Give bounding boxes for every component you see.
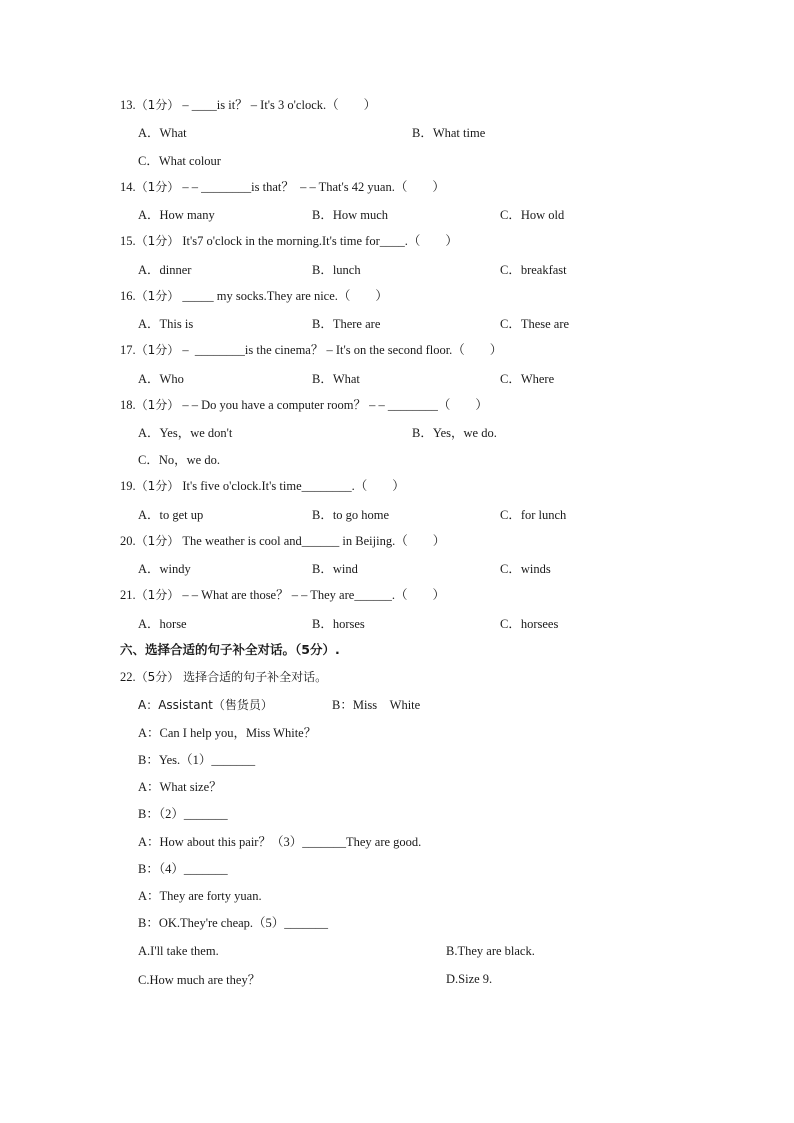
choice-a[interactable]: A.I'll take them. xyxy=(138,944,219,958)
section-heading: 六、选择合适的句子补全对话。（5分）. xyxy=(120,642,340,657)
choice-d[interactable]: D.Size 9. xyxy=(446,972,493,986)
option-b[interactable]: B．Yes，we do. xyxy=(412,426,497,440)
option-a[interactable]: A．Yes，we don't xyxy=(138,426,233,440)
option-b[interactable]: B．What time xyxy=(412,126,486,140)
option-c[interactable]: C．These are xyxy=(500,317,570,331)
dialog-line: B：（4）_______ xyxy=(138,862,228,876)
option-c[interactable]: C．How old xyxy=(500,208,565,222)
option-a[interactable]: A．How many xyxy=(138,208,215,222)
dialog-line: A：Can I help you，Miss White？ xyxy=(138,726,317,740)
option-a[interactable]: A．to get up xyxy=(138,508,204,522)
option-b[interactable]: B．to go home xyxy=(312,508,390,522)
option-c[interactable]: C．horsees xyxy=(500,617,559,631)
question-20: 20.（1分） The weather is cool and______ in Beijing.（ ） xyxy=(120,534,446,548)
option-c[interactable]: C．What colour xyxy=(138,154,221,168)
option-b[interactable]: B．How much xyxy=(312,208,389,222)
option-a[interactable]: A．windy xyxy=(138,562,191,576)
question-19: 19.（1分） It's five o'clock.It's time________.（ ） xyxy=(120,479,405,493)
dialog-line: A：They are forty yuan. xyxy=(138,889,262,903)
role-b: B：Miss White xyxy=(332,698,421,712)
role-a: A：Assistant（售货员） xyxy=(138,698,273,712)
dialog-line: A：What size？ xyxy=(138,780,222,794)
question-17: 17.（1分） – ________is the cinema？ – It's on the second floor.（ ） xyxy=(120,343,503,357)
choice-c[interactable]: C.How much are they？ xyxy=(138,973,261,987)
option-c[interactable]: C．for lunch xyxy=(500,508,567,522)
question-18: 18.（1分） – – Do you have a computer room？ – – ________（ ） xyxy=(120,398,488,412)
option-c[interactable]: C．breakfast xyxy=(500,263,567,277)
question-13: 13.（1分） – ____is it？ – It's 3 o'clock.（ ） xyxy=(120,98,377,112)
choice-b[interactable]: B.They are black. xyxy=(446,944,535,958)
question-21: 21.（1分） – – What are those？ – – They are______.（ ） xyxy=(120,588,445,602)
option-a[interactable]: A．This is xyxy=(138,317,194,331)
option-c[interactable]: C．No，we do. xyxy=(138,453,220,467)
option-a[interactable]: A．Who xyxy=(138,372,184,386)
question-22: 22.（5分） 选择合适的句子补全对话。 xyxy=(120,670,328,684)
option-c[interactable]: C．winds xyxy=(500,562,551,576)
question-16: 16.（1分） _____ my socks.They are nice.（ ） xyxy=(120,289,388,303)
option-a[interactable]: A．What xyxy=(138,126,187,140)
option-c[interactable]: C．Where xyxy=(500,372,555,386)
question-15: 15.（1分） It's7 o'clock in the morning.It's time for____.（ ） xyxy=(120,234,458,248)
dialog-line: B：OK.They're cheap.（5）_______ xyxy=(138,916,329,930)
question-14: 14.（1分） – – ________is that？ – – That's 42 yuan.（ ） xyxy=(120,180,445,194)
dialog-line: B：Yes.（1）_______ xyxy=(138,753,256,767)
option-a[interactable]: A．horse xyxy=(138,617,187,631)
option-b[interactable]: B．There are xyxy=(312,317,381,331)
option-b[interactable]: B．lunch xyxy=(312,263,361,277)
dialog-line: A：How about this pair？（3）_______They are good. xyxy=(138,835,422,849)
option-a[interactable]: A．dinner xyxy=(138,263,192,277)
option-b[interactable]: B．What xyxy=(312,372,360,386)
option-b[interactable]: B．horses xyxy=(312,617,365,631)
option-b[interactable]: B．wind xyxy=(312,562,358,576)
dialog-line: B：（2）_______ xyxy=(138,807,228,821)
